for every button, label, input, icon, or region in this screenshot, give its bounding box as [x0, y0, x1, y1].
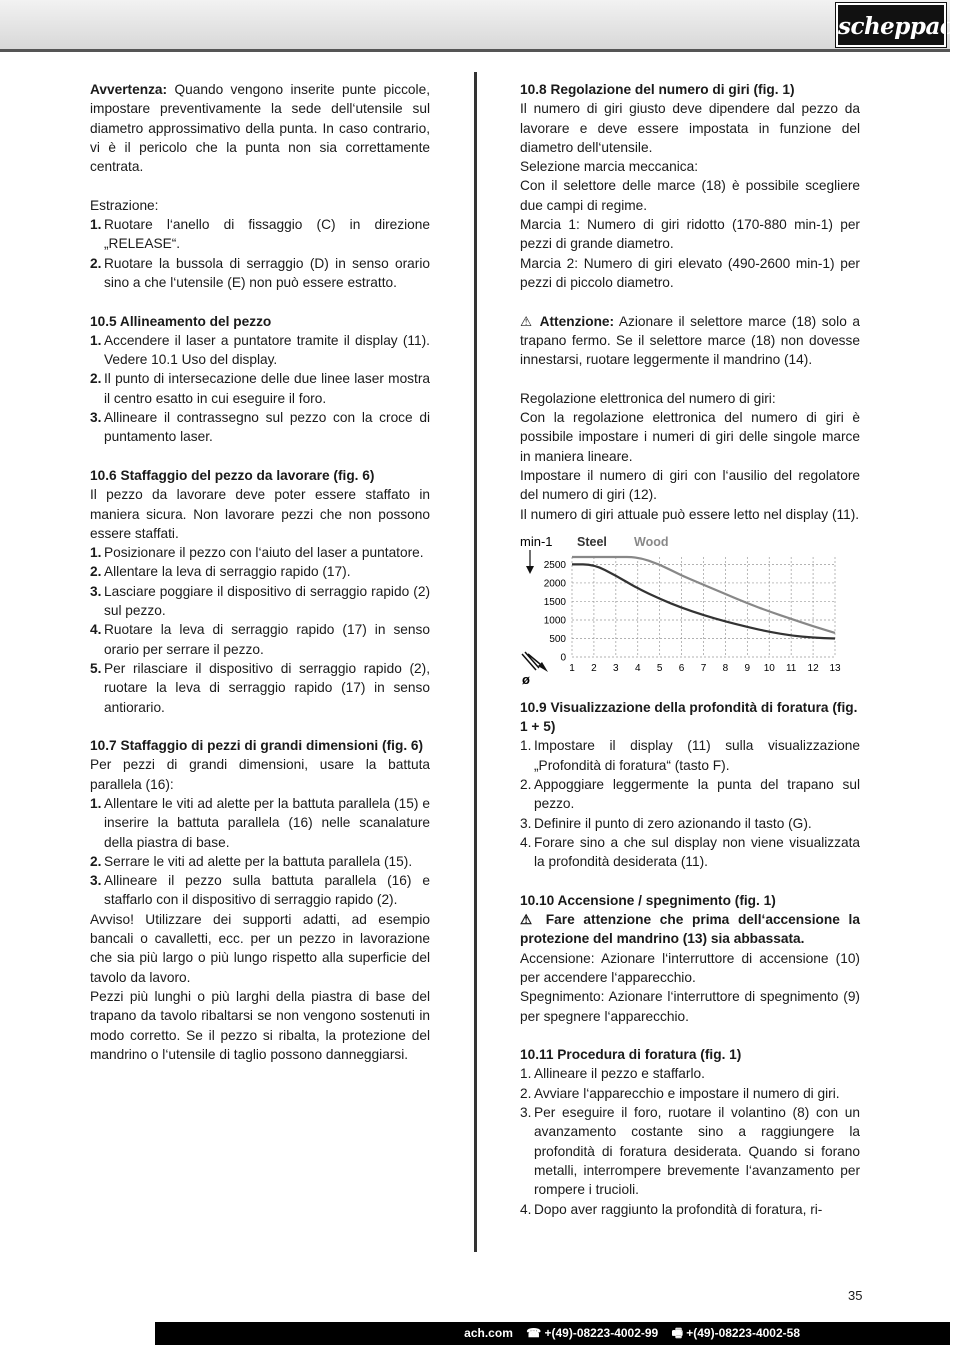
x-tick-label: 5 [656, 662, 663, 674]
section-10-10-off: Spegnimento: Azionare l‘interruttore di spegnimento (9) per spegnere l‘apparecchio. [520, 989, 860, 1024]
section-10-10-warning [520, 910, 860, 949]
y-tick-label: 1500 [543, 596, 566, 608]
section-10-11-list [520, 1064, 860, 1218]
list-item-text: Per eseguire il foro, ruotare il volantino (8) con un avanzamento costante sino a raggiungere la profondità di foratura desiderata. Quando si forano metalli, interrompere brevemente l‘avanzamento per rompere i trucioli. [534, 1105, 860, 1198]
x-tick-label: 7 [700, 662, 707, 674]
section-10-5-list [90, 331, 430, 447]
list-item-text: Accendere il laser a puntatore tramite il display (11). Vedere 10.1 Uso del display. [104, 332, 430, 368]
list-item-text: Per rilasciare il dispositivo di serraggio rapido (2), ruotare la leva di serraggio rapido (17) in senso antiorario. [104, 660, 430, 715]
section-10-11-title: 10.11 Procedura di foratura (fig. 1) [520, 1047, 742, 1063]
list-item [90, 620, 430, 659]
list-item-text: Appoggiare leggermente la punta del trapano sul pezzo. [534, 777, 860, 812]
list-item-text: Ruotare la leva di serraggio rapido (17) in senso orario per serrare il pezzo. [104, 622, 430, 657]
warning-label: Avvertenza: [90, 82, 168, 97]
x-tick-label: 8 [722, 662, 729, 674]
list-item [90, 408, 430, 447]
section-10-10-title: 10.10 Accensione / spegnimento (fig. 1) [520, 892, 776, 908]
list-item-number: 1. [90, 545, 102, 561]
list-item-text: Il punto di intersecazione delle due linee laser mostra il centro esatto in cui eseguire il foro. [104, 371, 430, 406]
list-item-number: 3. [90, 410, 102, 426]
section-10-6-intro: Il pezzo da lavorare deve poter essere staffato in maniera sicura. Non lavorare pezzi che non possono essere staffati. [90, 487, 430, 541]
list-item [90, 331, 430, 370]
section-10-8-p1: Il numero di giri giusto deve dipendere dal pezzo da lavorare e deve essere impostata in funzione del diametro dell‘utensile. [520, 101, 860, 155]
brand-logo: scheppach [836, 3, 946, 47]
list-item [520, 736, 860, 775]
list-item-text: Forare sino a che sul display non viene visualizzata la profondità desiderata (11). [534, 834, 860, 870]
section-10-7-list [90, 794, 430, 910]
list-item-number: 1. [90, 332, 102, 348]
section-10-9-title: 10.9 Visualizzazione della profondità di foratura (fig. 1 + 5) [520, 699, 858, 735]
left-column [90, 80, 430, 1064]
list-item-text: Ruotare l‘anello di fissaggio (C) in direzione „RELEASE“. [104, 217, 430, 252]
y-tick-label: 1000 [543, 615, 566, 627]
section-10-8-p3: Con il selettore delle marce (18) è possibile scegliere due campi di regime. [520, 178, 860, 213]
y-axis-label: min-1 [520, 533, 553, 549]
section-10-6-title: 10.6 Staffaggio del pezzo da lavorare (fig. 6) [90, 467, 375, 483]
list-item [520, 814, 860, 833]
list-item-number: 2. [90, 853, 102, 869]
section-10-5-title: 10.5 Allineamento del pezzo [90, 313, 272, 329]
list-item [90, 369, 430, 408]
y-tick-label: 500 [549, 633, 566, 645]
legend-steel: Steel [577, 534, 607, 549]
y-tick-label: 2000 [543, 578, 566, 590]
list-item-number: 3. [90, 873, 102, 889]
list-item-number: 2. [90, 564, 102, 580]
list-item-text: Posizionare il pezzo con l‘aiuto del laser a puntatore. [104, 545, 424, 561]
list-item-number: 1. [520, 1066, 532, 1082]
attention-label: Attenzione: [539, 313, 615, 329]
warning-text: Quando vengono inserite punte piccole, impostare preventivamente la sede dell‘utensile sul diametro approssimativo della punta. In caso contrario, vi è il pericolo che la punta non sia correttamente centrata. [90, 82, 430, 175]
list-item [520, 1084, 860, 1103]
list-item [90, 852, 430, 871]
attention-paragraph [520, 312, 860, 370]
list-item-number: 2. [520, 1085, 532, 1101]
list-item-text: Dopo aver raggiunto la profondità di foratura, ri- [534, 1201, 823, 1217]
x-tick-label: 10 [763, 662, 775, 674]
list-item-text: Impostare il display (11) sulla visualizzazione „Profondità di foratura“ (tasto F). [534, 738, 860, 773]
list-item [90, 562, 430, 581]
section-10-6-list [90, 543, 430, 717]
list-item [520, 1200, 860, 1219]
x-tick-label: 1 [569, 662, 575, 674]
list-item [90, 582, 430, 621]
attention-text: Azionare il selettore marce (18) solo a trapano fermo. Se il selettore marce (18) non dovesse innestarsi, ruotare leggermente il mandrino (14). [520, 313, 860, 368]
y-axis-arrow-head [526, 566, 534, 574]
list-item-number: 2. [520, 777, 532, 793]
list-item [90, 254, 430, 293]
section-10-9-list [520, 736, 860, 871]
right-column [520, 80, 860, 1219]
footer-phone: ☎ +(49)-08223-4002-99 [526, 1326, 659, 1340]
list-item-number: 2. [90, 255, 102, 271]
speed-chart [520, 532, 860, 692]
y-tick-label: 2500 [543, 559, 566, 571]
speed-chart-svg [520, 532, 860, 692]
x-tick-label: 9 [744, 662, 751, 674]
x-tick-label: 13 [829, 662, 841, 674]
list-item [90, 543, 430, 562]
list-item-number: 1. [90, 217, 102, 233]
list-item-text: Allentare la leva di serraggio rapido (17). [104, 564, 351, 580]
y-tick-label: 0 [560, 652, 566, 664]
page-number: 35 [848, 1288, 863, 1303]
list-item-text: Allentare le viti ad alette per la battuta parallela (15) e inserire la battuta parallela (16) nelle scanalature della piastra di base. [104, 795, 430, 850]
footer-bar [155, 1322, 950, 1345]
section-10-10-on: Accensione: Azionare l‘interruttore di accensione (10) per accendere l‘apparecchio. [520, 950, 860, 985]
extraction-title: Estrazione: [90, 197, 159, 213]
section-10-7-paragraph: Pezzi più lunghi o più larghi della piastra di base del trapano da tavolo ribaltarsi se non vengono sostenuti in modo corretto. Se il pezzo si ribalta, la protezione del mandrino o l‘utensile di taglio possono danneggiarsi. [90, 988, 430, 1062]
list-item-text: Allineare il pezzo sulla battuta parallela (16) e staffarlo con il dispositivo di serraggio rapido (2). [104, 873, 430, 908]
list-item [90, 794, 430, 852]
x-tick-label: 3 [613, 662, 619, 674]
electronic-p3: Il numero di giri attuale può essere letto nel display (11). [520, 506, 860, 522]
list-item-number: 4. [90, 622, 102, 638]
section-10-8-p5: Marcia 2: Numero di giri elevato (490-2600 min-1) per pezzi di piccolo diametro. [520, 255, 860, 290]
list-item [90, 871, 430, 910]
x-axis-label: ø [522, 671, 530, 687]
x-tick-label: 6 [678, 662, 685, 674]
list-item-text: Serrare le viti ad alette per la battuta parallela (15). [104, 853, 413, 869]
list-item-number: 4. [520, 1201, 532, 1217]
x-tick-label: 2 [591, 662, 597, 674]
section-10-8-p2: Selezione marcia meccanica: [520, 159, 699, 175]
list-item [520, 833, 860, 872]
list-item-text: Definire il punto di zero azionando il tasto (G). [534, 815, 812, 831]
list-item-text: Avviare l‘apparecchio e impostare il numero di giri. [534, 1085, 840, 1101]
section-10-10-warning-text: Fare attenzione che prima dell‘accensione la protezione del mandrino (13) sia abbassata. [520, 912, 860, 947]
x-tick-label: 12 [807, 662, 819, 674]
list-item-number: 4. [520, 834, 532, 850]
x-tick-label: 4 [634, 662, 641, 674]
list-item-number: 3. [520, 1105, 532, 1121]
section-10-7-intro: Per pezzi di grandi dimensioni, usare la battuta parallela (16): [90, 757, 430, 792]
list-item [90, 659, 430, 717]
legend-wood: Wood [634, 534, 669, 549]
list-item-number: 5. [90, 660, 102, 676]
section-10-7-notice: Avviso! Utilizzare dei supporti adatti, ad esempio bancali o cavalletti, ecc. per un pezzo in lavorazione che sia più largo o più lungo rispetto alla superficie del tavolo da lavoro. [90, 911, 430, 985]
column-divider [474, 72, 477, 1252]
list-item-number: 3. [90, 583, 102, 599]
warning-triangle-icon: ⚠ [520, 313, 535, 329]
list-item-number: 1. [90, 795, 102, 811]
list-item-text: Allineare il pezzo e staffarlo. [534, 1066, 705, 1082]
extraction-list [90, 215, 430, 292]
electronic-p2: Impostare il numero di giri con l‘ausilio del regolatore del numero di giri (12). [520, 467, 860, 503]
list-item [90, 215, 430, 254]
section-10-8-title: 10.8 Regolazione del numero di giri (fig. 1) [520, 82, 795, 97]
list-item [520, 1103, 860, 1199]
section-10-7-title: 10.7 Staffaggio di pezzi di grandi dimensioni (fig. 6) [90, 738, 424, 754]
list-item-number: 1. [520, 738, 532, 754]
list-item-number: 2. [90, 371, 102, 387]
list-item [520, 775, 860, 814]
x-tick-label: 11 [785, 662, 797, 674]
top-bar [0, 0, 970, 52]
list-item [520, 1064, 860, 1083]
footer-web[interactable]: ach.com [464, 1326, 513, 1340]
list-item-text: Lasciare poggiare il dispositivo di serraggio rapido (2) sul pezzo. [104, 583, 430, 619]
warning-triangle-icon: ⚠ [520, 912, 538, 928]
list-item-number: 3. [520, 815, 532, 831]
electronic-title: Regolazione elettronica del numero di giri: [520, 390, 776, 406]
electronic-p1: Con la regolazione elettronica del numero di giri è possibile impostare i numeri di giri delle singole marce in maniera lineare. [520, 410, 860, 464]
warning-paragraph [90, 80, 430, 176]
footer-fax: 🖷 +(49)-08223-4002-58 [671, 1326, 800, 1340]
section-10-8-p4: Marcia 1: Numero di giri ridotto (170-880 min-1) per pezzi di grande diametro. [520, 217, 860, 252]
drill-bit-icon [522, 652, 540, 670]
list-item-text: Allineare il contrassegno sul pezzo con la croce di puntamento laser. [104, 410, 430, 445]
list-item-text: Ruotare la bussola di serraggio (D) in senso orario sino a che l‘utensile (E) non può essere estratto. [104, 255, 430, 290]
